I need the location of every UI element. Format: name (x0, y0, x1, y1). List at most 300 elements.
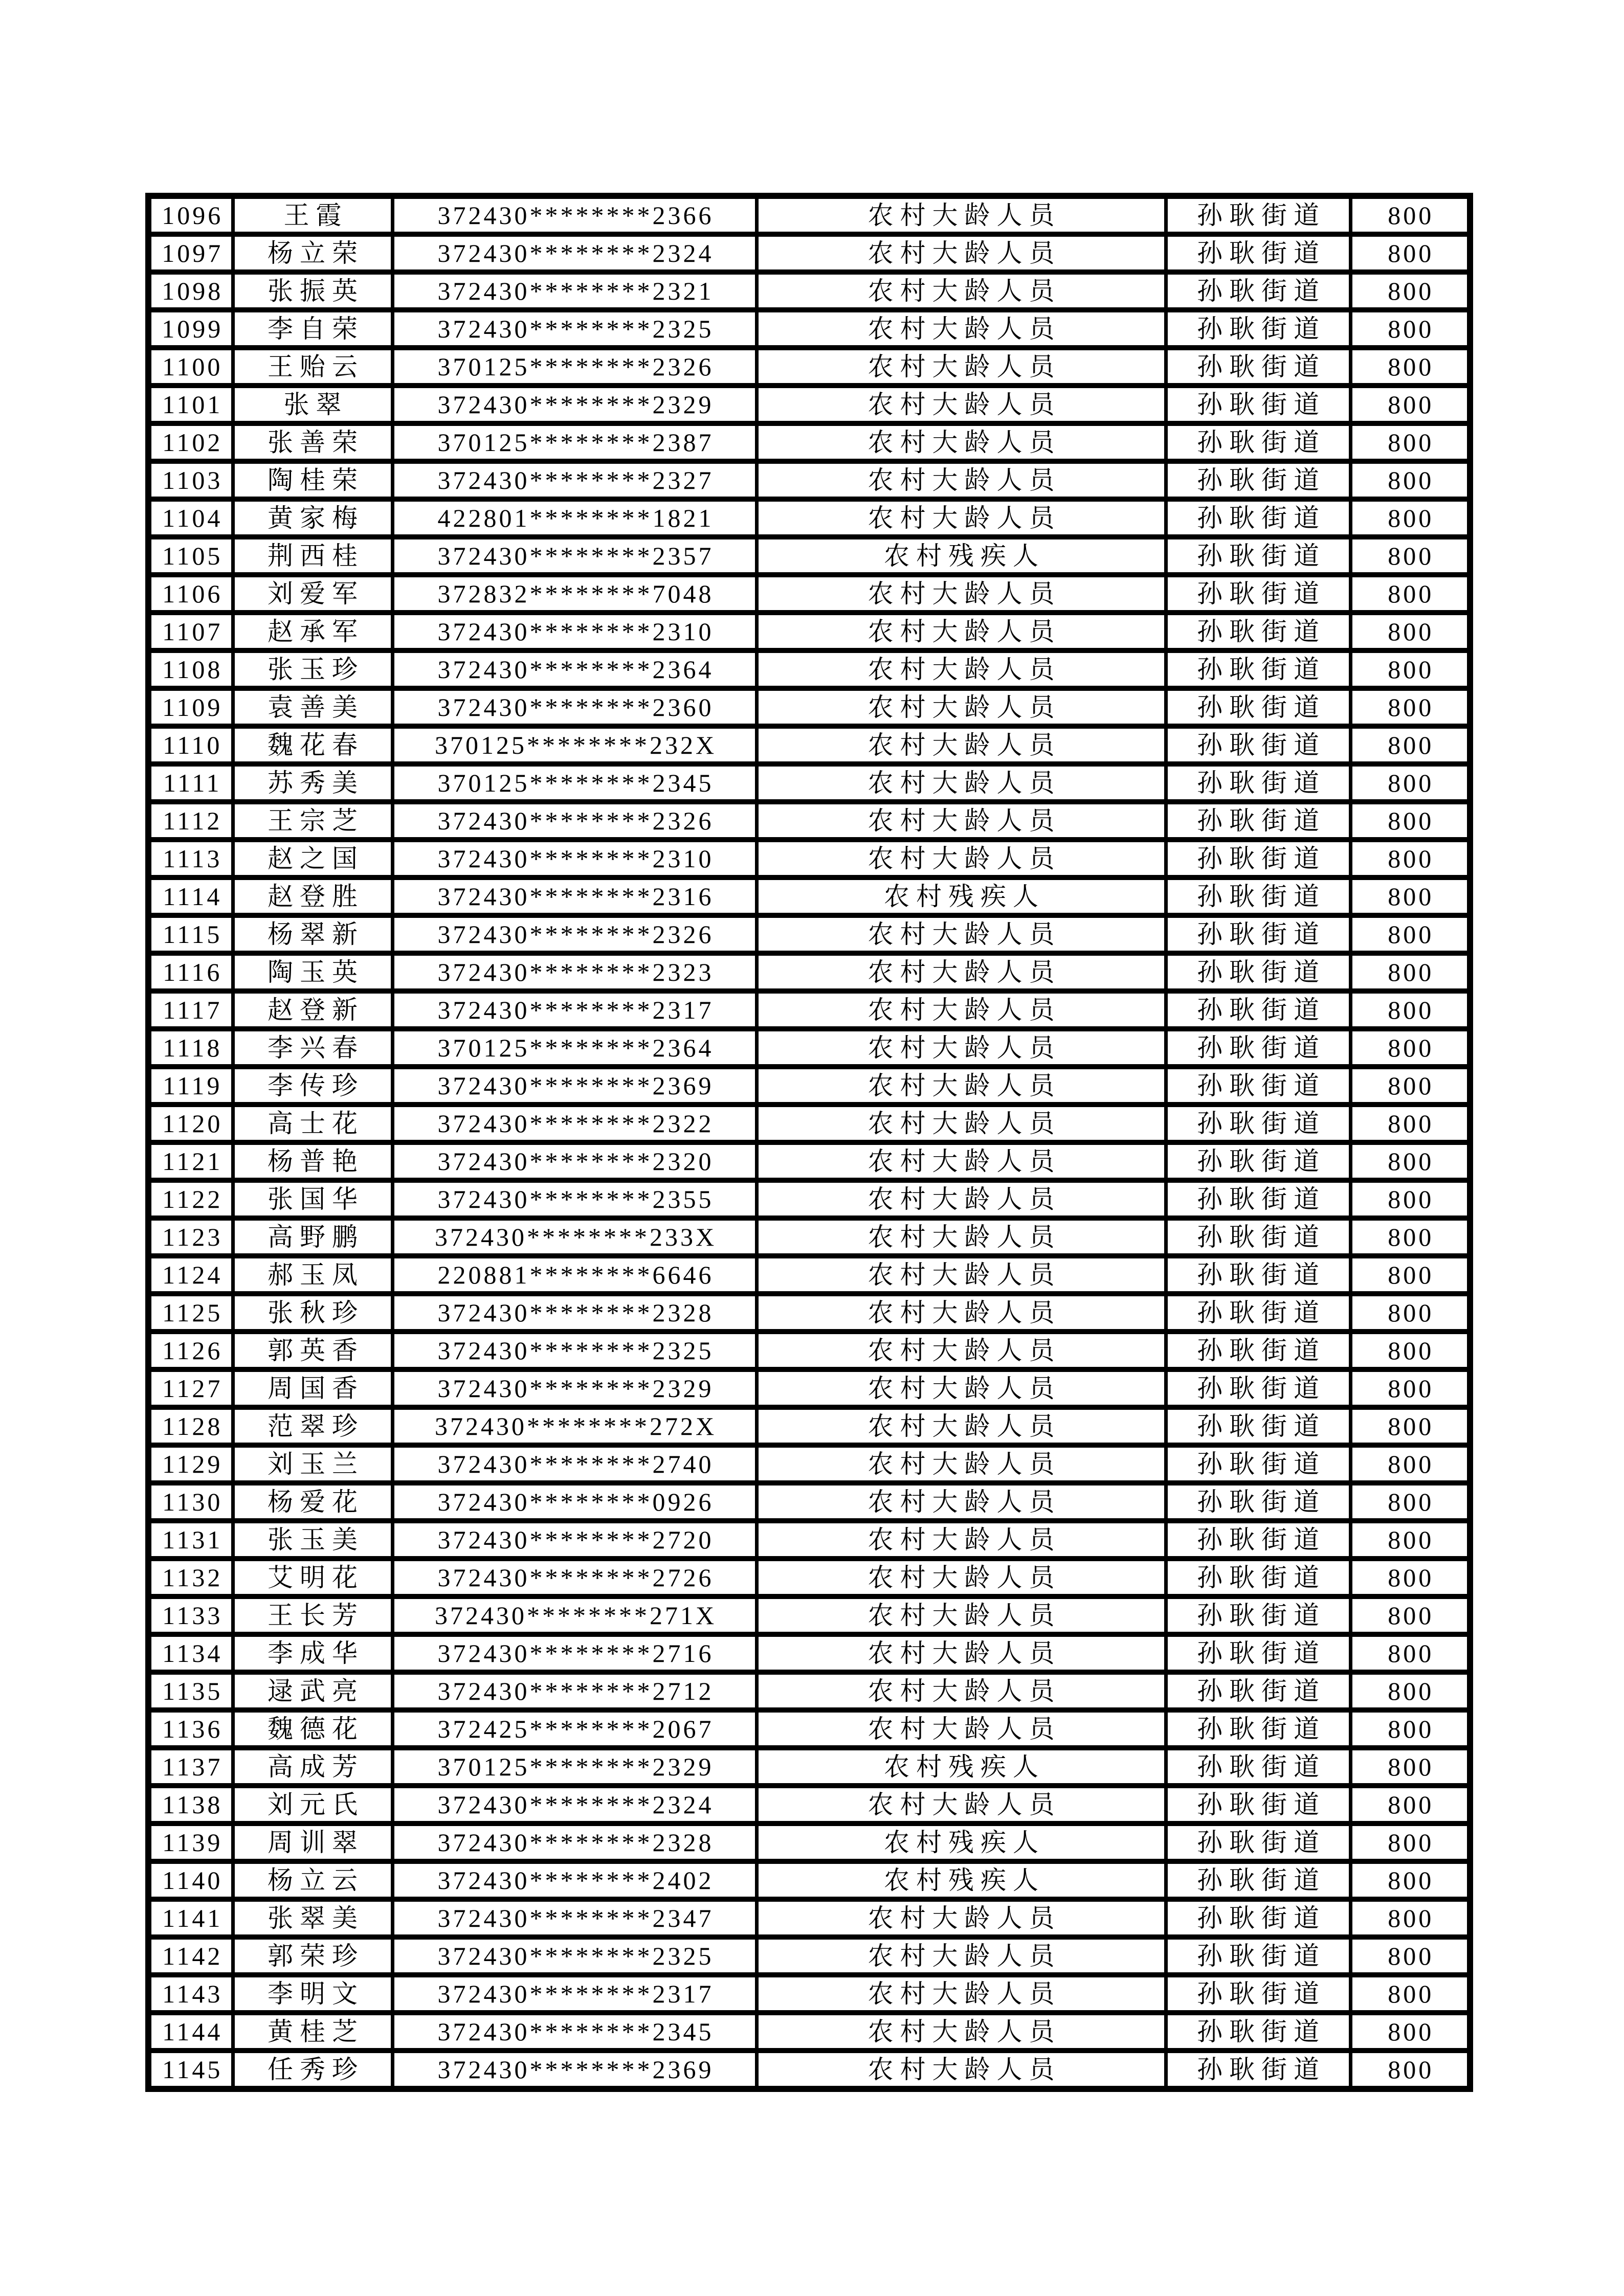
amount-cell: 800 (1350, 1596, 1470, 1634)
street-cell: 孙耿街道 (1166, 272, 1350, 310)
amount-cell: 800 (1350, 2013, 1470, 2051)
category-cell: 农村大龄人员 (757, 802, 1166, 840)
table-row (148, 1483, 1470, 1521)
id-number-cell: 372430********271X (392, 1596, 757, 1634)
table-row (148, 650, 1470, 688)
row-index-cell: 1109 (148, 688, 233, 726)
name-cell: 杨爱花 (233, 1483, 392, 1521)
id-number-cell: 372430********0926 (392, 1483, 757, 1521)
amount-cell: 800 (1350, 840, 1470, 877)
table-row (148, 802, 1470, 840)
row-index-cell: 1098 (148, 272, 233, 310)
row-index-cell: 1114 (148, 877, 233, 915)
row-index-cell: 1105 (148, 537, 233, 575)
street-cell: 孙耿街道 (1166, 840, 1350, 877)
street-cell: 孙耿街道 (1166, 2013, 1350, 2051)
amount-cell: 800 (1350, 1937, 1470, 1975)
category-cell: 农村大龄人员 (757, 1710, 1166, 1748)
amount-cell: 800 (1350, 1861, 1470, 1899)
category-cell: 农村大龄人员 (757, 1407, 1166, 1445)
category-cell: 农村大龄人员 (757, 991, 1166, 1029)
id-number-cell: 372430********2325 (392, 310, 757, 348)
table-row (148, 234, 1470, 272)
category-cell: 农村大龄人员 (757, 1559, 1166, 1596)
table-row (148, 726, 1470, 764)
street-cell: 孙耿街道 (1166, 1521, 1350, 1559)
row-index-cell: 1096 (148, 196, 233, 234)
name-cell: 赵登胜 (233, 877, 392, 915)
street-cell: 孙耿街道 (1166, 1445, 1350, 1483)
amount-cell: 800 (1350, 613, 1470, 650)
name-cell: 高野鹏 (233, 1218, 392, 1256)
name-cell: 王宗芝 (233, 802, 392, 840)
row-index-cell: 1102 (148, 423, 233, 461)
category-cell: 农村大龄人员 (757, 1180, 1166, 1218)
row-index-cell: 1145 (148, 2051, 233, 2089)
id-number-cell: 372430********2345 (392, 2013, 757, 2051)
table-row (148, 461, 1470, 499)
street-cell: 孙耿街道 (1166, 1824, 1350, 1861)
table-row (148, 1407, 1470, 1445)
street-cell: 孙耿街道 (1166, 1294, 1350, 1332)
table-row (148, 991, 1470, 1029)
street-cell: 孙耿街道 (1166, 1483, 1350, 1521)
table-row (148, 1332, 1470, 1369)
table-row (148, 1559, 1470, 1596)
table-row (148, 1937, 1470, 1975)
row-index-cell: 1127 (148, 1369, 233, 1407)
amount-cell: 800 (1350, 499, 1470, 537)
amount-cell: 800 (1350, 1445, 1470, 1483)
category-cell: 农村大龄人员 (757, 1634, 1166, 1672)
id-number-cell: 372430********2716 (392, 1634, 757, 1672)
street-cell: 孙耿街道 (1166, 764, 1350, 802)
row-index-cell: 1107 (148, 613, 233, 650)
name-cell: 刘爱军 (233, 575, 392, 613)
name-cell: 魏德花 (233, 1710, 392, 1748)
id-number-cell: 372430********2740 (392, 1445, 757, 1483)
street-cell: 孙耿街道 (1166, 1861, 1350, 1899)
table-row (148, 1861, 1470, 1899)
row-index-cell: 1128 (148, 1407, 233, 1445)
category-cell: 农村大龄人员 (757, 1596, 1166, 1634)
amount-cell: 800 (1350, 1407, 1470, 1445)
amount-cell: 800 (1350, 953, 1470, 991)
name-cell: 李兴春 (233, 1029, 392, 1067)
category-cell: 农村残疾人 (757, 1748, 1166, 1786)
name-cell: 范翠珍 (233, 1407, 392, 1445)
row-index-cell: 1141 (148, 1899, 233, 1937)
id-number-cell: 372430********2326 (392, 915, 757, 953)
category-cell: 农村残疾人 (757, 877, 1166, 915)
category-cell: 农村大龄人员 (757, 1105, 1166, 1142)
row-index-cell: 1111 (148, 764, 233, 802)
row-index-cell: 1117 (148, 991, 233, 1029)
row-index-cell: 1122 (148, 1180, 233, 1218)
amount-cell: 800 (1350, 915, 1470, 953)
category-cell: 农村大龄人员 (757, 348, 1166, 386)
row-index-cell: 1142 (148, 1937, 233, 1975)
category-cell: 农村大龄人员 (757, 1937, 1166, 1975)
id-number-cell: 372430********2355 (392, 1180, 757, 1218)
name-cell: 杨立荣 (233, 234, 392, 272)
name-cell: 王长芳 (233, 1596, 392, 1634)
row-index-cell: 1113 (148, 840, 233, 877)
street-cell: 孙耿街道 (1166, 1596, 1350, 1634)
name-cell: 张翠美 (233, 1899, 392, 1937)
table-row (148, 2013, 1470, 2051)
row-index-cell: 1112 (148, 802, 233, 840)
street-cell: 孙耿街道 (1166, 1937, 1350, 1975)
table-row (148, 915, 1470, 953)
table-row (148, 1105, 1470, 1142)
table-row (148, 1369, 1470, 1407)
row-index-cell: 1132 (148, 1559, 233, 1596)
name-cell: 艾明花 (233, 1559, 392, 1596)
name-cell: 李成华 (233, 1634, 392, 1672)
category-cell: 农村大龄人员 (757, 953, 1166, 991)
table-row (148, 348, 1470, 386)
name-cell: 张翠 (233, 386, 392, 423)
amount-cell: 800 (1350, 1748, 1470, 1786)
id-number-cell: 372430********2329 (392, 1369, 757, 1407)
amount-cell: 800 (1350, 1218, 1470, 1256)
street-cell: 孙耿街道 (1166, 1067, 1350, 1105)
amount-cell: 800 (1350, 461, 1470, 499)
street-cell: 孙耿街道 (1166, 537, 1350, 575)
street-cell: 孙耿街道 (1166, 499, 1350, 537)
row-index-cell: 1103 (148, 461, 233, 499)
name-cell: 周国香 (233, 1369, 392, 1407)
name-cell: 郭英香 (233, 1332, 392, 1369)
category-cell: 农村残疾人 (757, 537, 1166, 575)
id-number-cell: 372430********2310 (392, 613, 757, 650)
category-cell: 农村大龄人员 (757, 726, 1166, 764)
name-cell: 陶玉英 (233, 953, 392, 991)
category-cell: 农村大龄人员 (757, 915, 1166, 953)
amount-cell: 800 (1350, 1180, 1470, 1218)
street-cell: 孙耿街道 (1166, 1142, 1350, 1180)
amount-cell: 800 (1350, 1369, 1470, 1407)
street-cell: 孙耿街道 (1166, 386, 1350, 423)
table-row (148, 386, 1470, 423)
row-index-cell: 1139 (148, 1824, 233, 1861)
amount-cell: 800 (1350, 688, 1470, 726)
amount-cell: 800 (1350, 1634, 1470, 1672)
name-cell: 魏花春 (233, 726, 392, 764)
row-index-cell: 1121 (148, 1142, 233, 1180)
amount-cell: 800 (1350, 1710, 1470, 1748)
table-row (148, 1672, 1470, 1710)
id-number-cell: 372832********7048 (392, 575, 757, 613)
street-cell: 孙耿街道 (1166, 1029, 1350, 1067)
id-number-cell: 372430********2326 (392, 802, 757, 840)
name-cell: 张国华 (233, 1180, 392, 1218)
street-cell: 孙耿街道 (1166, 575, 1350, 613)
street-cell: 孙耿街道 (1166, 1559, 1350, 1596)
name-cell: 逯武亮 (233, 1672, 392, 1710)
name-cell: 周训翠 (233, 1824, 392, 1861)
amount-cell: 800 (1350, 423, 1470, 461)
table-row (148, 1029, 1470, 1067)
category-cell: 农村大龄人员 (757, 1786, 1166, 1824)
category-cell: 农村大龄人员 (757, 1521, 1166, 1559)
amount-cell: 800 (1350, 1029, 1470, 1067)
row-index-cell: 1115 (148, 915, 233, 953)
street-cell: 孙耿街道 (1166, 2051, 1350, 2089)
category-cell: 农村大龄人员 (757, 461, 1166, 499)
category-cell: 农村大龄人员 (757, 499, 1166, 537)
street-cell: 孙耿街道 (1166, 613, 1350, 650)
name-cell: 赵之国 (233, 840, 392, 877)
table-row (148, 764, 1470, 802)
id-number-cell: 372430********2402 (392, 1861, 757, 1899)
table-row (148, 1218, 1470, 1256)
name-cell: 杨普艳 (233, 1142, 392, 1180)
id-number-cell: 372430********2321 (392, 272, 757, 310)
name-cell: 黄桂芝 (233, 2013, 392, 2051)
row-index-cell: 1108 (148, 650, 233, 688)
id-number-cell: 372430********2364 (392, 650, 757, 688)
table-row (148, 688, 1470, 726)
amount-cell: 800 (1350, 1521, 1470, 1559)
street-cell: 孙耿街道 (1166, 310, 1350, 348)
street-cell: 孙耿街道 (1166, 1975, 1350, 2013)
table-row (148, 613, 1470, 650)
street-cell: 孙耿街道 (1166, 1407, 1350, 1445)
table-row (148, 423, 1470, 461)
table-row (148, 1294, 1470, 1332)
category-cell: 农村大龄人员 (757, 1256, 1166, 1294)
id-number-cell: 372430********2327 (392, 461, 757, 499)
name-cell: 陶桂荣 (233, 461, 392, 499)
id-number-cell: 372430********2323 (392, 953, 757, 991)
id-number-cell: 372430********2324 (392, 1786, 757, 1824)
category-cell: 农村残疾人 (757, 1861, 1166, 1899)
amount-cell: 800 (1350, 2051, 1470, 2089)
table-row (148, 840, 1470, 877)
table-row (148, 272, 1470, 310)
category-cell: 农村大龄人员 (757, 575, 1166, 613)
id-number-cell: 372430********2366 (392, 196, 757, 234)
amount-cell: 800 (1350, 1332, 1470, 1369)
street-cell: 孙耿街道 (1166, 953, 1350, 991)
category-cell: 农村大龄人员 (757, 764, 1166, 802)
name-cell: 黄家梅 (233, 499, 392, 537)
amount-cell: 800 (1350, 1256, 1470, 1294)
category-cell: 农村大龄人员 (757, 1142, 1166, 1180)
name-cell: 李明文 (233, 1975, 392, 2013)
roster-table-body (148, 196, 1470, 2089)
category-cell: 农村大龄人员 (757, 272, 1166, 310)
id-number-cell: 372430********2328 (392, 1294, 757, 1332)
row-index-cell: 1140 (148, 1861, 233, 1899)
name-cell: 张玉美 (233, 1521, 392, 1559)
row-index-cell: 1131 (148, 1521, 233, 1559)
id-number-cell: 370125********2329 (392, 1748, 757, 1786)
street-cell: 孙耿街道 (1166, 877, 1350, 915)
row-index-cell: 1135 (148, 1672, 233, 1710)
id-number-cell: 370125********2364 (392, 1029, 757, 1067)
street-cell: 孙耿街道 (1166, 991, 1350, 1029)
row-index-cell: 1130 (148, 1483, 233, 1521)
row-index-cell: 1137 (148, 1748, 233, 1786)
street-cell: 孙耿街道 (1166, 1786, 1350, 1824)
name-cell: 杨翠新 (233, 915, 392, 953)
table-row (148, 1256, 1470, 1294)
amount-cell: 800 (1350, 764, 1470, 802)
category-cell: 农村大龄人员 (757, 1975, 1166, 2013)
id-number-cell: 370125********2326 (392, 348, 757, 386)
table-row (148, 1634, 1470, 1672)
amount-cell: 800 (1350, 1899, 1470, 1937)
category-cell: 农村大龄人员 (757, 650, 1166, 688)
category-cell: 农村大龄人员 (757, 2051, 1166, 2089)
street-cell: 孙耿街道 (1166, 1256, 1350, 1294)
table-row (148, 2051, 1470, 2089)
row-index-cell: 1144 (148, 2013, 233, 2051)
category-cell: 农村大龄人员 (757, 840, 1166, 877)
street-cell: 孙耿街道 (1166, 348, 1350, 386)
amount-cell: 800 (1350, 1786, 1470, 1824)
name-cell: 刘玉兰 (233, 1445, 392, 1483)
row-index-cell: 1138 (148, 1786, 233, 1824)
table-row (148, 1180, 1470, 1218)
amount-cell: 800 (1350, 386, 1470, 423)
table-row (148, 1710, 1470, 1748)
name-cell: 荆西桂 (233, 537, 392, 575)
name-cell: 郭荣珍 (233, 1937, 392, 1975)
id-number-cell: 372430********2324 (392, 234, 757, 272)
id-number-cell: 370125********232X (392, 726, 757, 764)
street-cell: 孙耿街道 (1166, 423, 1350, 461)
id-number-cell: 372430********2325 (392, 1332, 757, 1369)
id-number-cell: 372430********2369 (392, 2051, 757, 2089)
category-cell: 农村大龄人员 (757, 196, 1166, 234)
table-row (148, 953, 1470, 991)
street-cell: 孙耿街道 (1166, 234, 1350, 272)
category-cell: 农村大龄人员 (757, 423, 1166, 461)
category-cell: 农村大龄人员 (757, 1332, 1166, 1369)
street-cell: 孙耿街道 (1166, 650, 1350, 688)
amount-cell: 800 (1350, 1824, 1470, 1861)
row-index-cell: 1124 (148, 1256, 233, 1294)
amount-cell: 800 (1350, 1483, 1470, 1521)
table-row (148, 1899, 1470, 1937)
id-number-cell: 372430********2322 (392, 1105, 757, 1142)
amount-cell: 800 (1350, 1672, 1470, 1710)
table-row (148, 1748, 1470, 1786)
table-row (148, 310, 1470, 348)
name-cell: 杨立云 (233, 1861, 392, 1899)
table-row (148, 575, 1470, 613)
row-index-cell: 1133 (148, 1596, 233, 1634)
row-index-cell: 1101 (148, 386, 233, 423)
street-cell: 孙耿街道 (1166, 1899, 1350, 1937)
category-cell: 农村大龄人员 (757, 1672, 1166, 1710)
amount-cell: 800 (1350, 1294, 1470, 1332)
id-number-cell: 422801********1821 (392, 499, 757, 537)
amount-cell: 800 (1350, 802, 1470, 840)
name-cell: 李传珍 (233, 1067, 392, 1105)
amount-cell: 800 (1350, 537, 1470, 575)
name-cell: 赵承军 (233, 613, 392, 650)
row-index-cell: 1123 (148, 1218, 233, 1256)
id-number-cell: 372430********2317 (392, 1975, 757, 2013)
category-cell: 农村大龄人员 (757, 1067, 1166, 1105)
row-index-cell: 1143 (148, 1975, 233, 2013)
category-cell: 农村大龄人员 (757, 234, 1166, 272)
id-number-cell: 372430********2317 (392, 991, 757, 1029)
category-cell: 农村大龄人员 (757, 1218, 1166, 1256)
row-index-cell: 1120 (148, 1105, 233, 1142)
id-number-cell: 372430********272X (392, 1407, 757, 1445)
name-cell: 袁善美 (233, 688, 392, 726)
category-cell: 农村大龄人员 (757, 1445, 1166, 1483)
category-cell: 农村大龄人员 (757, 1369, 1166, 1407)
id-number-cell: 372430********2310 (392, 840, 757, 877)
id-number-cell: 220881********6646 (392, 1256, 757, 1294)
name-cell: 张秋珍 (233, 1294, 392, 1332)
name-cell: 高士花 (233, 1105, 392, 1142)
row-index-cell: 1116 (148, 953, 233, 991)
id-number-cell: 372430********2726 (392, 1559, 757, 1596)
table-row (148, 1786, 1470, 1824)
name-cell: 王霞 (233, 196, 392, 234)
row-index-cell: 1099 (148, 310, 233, 348)
street-cell: 孙耿街道 (1166, 688, 1350, 726)
category-cell: 农村大龄人员 (757, 1899, 1166, 1937)
street-cell: 孙耿街道 (1166, 1672, 1350, 1710)
category-cell: 农村大龄人员 (757, 2013, 1166, 2051)
category-cell: 农村大龄人员 (757, 386, 1166, 423)
row-index-cell: 1106 (148, 575, 233, 613)
name-cell: 张振英 (233, 272, 392, 310)
id-number-cell: 372430********2720 (392, 1521, 757, 1559)
id-number-cell: 370125********2345 (392, 764, 757, 802)
amount-cell: 800 (1350, 650, 1470, 688)
id-number-cell: 372430********2329 (392, 386, 757, 423)
street-cell: 孙耿街道 (1166, 1218, 1350, 1256)
row-index-cell: 1100 (148, 348, 233, 386)
row-index-cell: 1119 (148, 1067, 233, 1105)
table-row (148, 537, 1470, 575)
table-row (148, 1067, 1470, 1105)
amount-cell: 800 (1350, 575, 1470, 613)
row-index-cell: 1097 (148, 234, 233, 272)
id-number-cell: 372430********2328 (392, 1824, 757, 1861)
name-cell: 李自荣 (233, 310, 392, 348)
name-cell: 张玉珍 (233, 650, 392, 688)
name-cell: 刘元氏 (233, 1786, 392, 1824)
name-cell: 赵登新 (233, 991, 392, 1029)
table-row (148, 1596, 1470, 1634)
row-index-cell: 1125 (148, 1294, 233, 1332)
row-index-cell: 1134 (148, 1634, 233, 1672)
street-cell: 孙耿街道 (1166, 461, 1350, 499)
table-row (148, 1824, 1470, 1861)
table-row (148, 499, 1470, 537)
street-cell: 孙耿街道 (1166, 1369, 1350, 1407)
id-number-cell: 372430********2325 (392, 1937, 757, 1975)
amount-cell: 800 (1350, 196, 1470, 234)
amount-cell: 800 (1350, 1105, 1470, 1142)
name-cell: 苏秀美 (233, 764, 392, 802)
amount-cell: 800 (1350, 348, 1470, 386)
row-index-cell: 1129 (148, 1445, 233, 1483)
street-cell: 孙耿街道 (1166, 1748, 1350, 1786)
table-row (148, 877, 1470, 915)
